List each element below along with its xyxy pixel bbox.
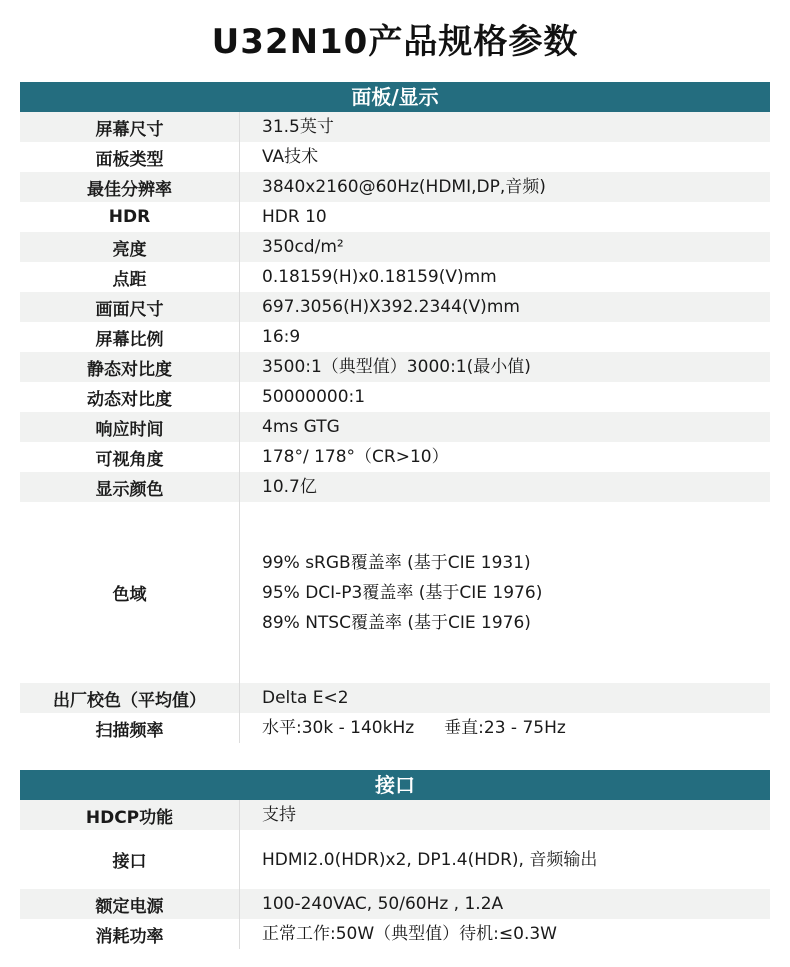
spec-value: HDR 10: [262, 207, 327, 227]
spec-label: 面板类型: [20, 142, 240, 172]
spec-row: [20, 889, 770, 919]
spec-value: 178°/ 178°（CR>10）: [262, 447, 449, 467]
spec-row: [20, 292, 770, 322]
page-title: U32N10产品规格参数: [211, 22, 579, 62]
spec-row: [20, 232, 770, 262]
spec-row: [20, 322, 770, 352]
spec-row: [20, 142, 770, 172]
spec-value: 697.3056(H)X392.2344(V)mm: [262, 297, 520, 317]
spec-label: HDCP功能: [20, 800, 240, 830]
spec-row: [20, 352, 770, 382]
spec-row: [20, 683, 770, 713]
spec-value: 垂直:23 - 75Hz: [444, 718, 566, 738]
spec-label: 显示颜色: [20, 472, 240, 502]
spec-value: 水平:30k - 140kHz: [262, 718, 415, 738]
spec-row: [20, 382, 770, 412]
spec-label: 静态对比度: [20, 352, 240, 382]
spec-label: 最佳分辨率: [20, 172, 240, 202]
spec-value: HDMI2.0(HDR)x2, DP1.4(HDR), 音频输出: [262, 849, 598, 870]
spec-label: 出厂校色（平均值）: [20, 683, 240, 713]
section-interface: [20, 770, 770, 949]
spec-label: 点距: [20, 262, 240, 292]
spec-row: [20, 830, 770, 889]
spec-value: 16:9: [262, 327, 301, 347]
spec-label: 画面尺寸: [20, 292, 240, 322]
spec-row: [20, 172, 770, 202]
spec-label: 屏幕尺寸: [20, 112, 240, 142]
spec-row: [20, 262, 770, 292]
spec-row: [20, 472, 770, 502]
spec-value: Delta E<2: [262, 688, 349, 708]
spec-label: 亮度: [20, 232, 240, 262]
spec-row: [20, 442, 770, 472]
spec-row: [20, 412, 770, 442]
spec-value: 99% sRGB覆盖率 (基于CIE 1931): [262, 552, 531, 573]
spec-label: 动态对比度: [20, 382, 240, 412]
spec-label: 色域: [20, 502, 240, 683]
spec-value: 31.5英寸: [262, 117, 334, 137]
spec-value: 支持: [262, 805, 296, 825]
spec-value: VA技术: [262, 147, 319, 167]
section-panel-display: [20, 82, 770, 743]
spec-label: 响应时间: [20, 412, 240, 442]
spec-label: 额定电源: [20, 889, 240, 919]
spec-row: [20, 800, 770, 830]
spec-label: 可视角度: [20, 442, 240, 472]
spec-row: [20, 202, 770, 232]
spec-value: 3500:1（典型值）3000:1(最小值): [262, 357, 531, 377]
section-header: 接口: [20, 770, 770, 800]
spec-value: 89% NTSC覆盖率 (基于CIE 1976): [262, 612, 531, 633]
spec-value: 0.18159(H)x0.18159(V)mm: [262, 267, 497, 287]
spec-value: 95% DCI-P3覆盖率 (基于CIE 1976): [262, 582, 543, 603]
spec-label: 扫描频率: [20, 713, 240, 743]
spec-value: 50000000:1: [262, 387, 366, 407]
spec-value: 正常工作:50W（典型值）待机:≤0.3W: [262, 924, 557, 944]
section-header: 面板/显示: [20, 82, 770, 112]
spec-label: 屏幕比例: [20, 322, 240, 352]
spec-label: 消耗功率: [20, 919, 240, 949]
spec-value: 350cd/m²: [262, 237, 344, 257]
spec-label: HDR: [20, 202, 240, 232]
spec-value: 10.7亿: [262, 477, 317, 497]
spec-value: 4ms GTG: [262, 417, 340, 437]
spec-value: 3840x2160@60Hz(HDMI,DP,音频): [262, 177, 546, 197]
spec-value: 100-240VAC, 50/60Hz , 1.2A: [262, 894, 504, 914]
spec-row: [20, 919, 770, 949]
spec-row: [20, 713, 770, 743]
spec-row: [20, 502, 770, 683]
spec-row: [20, 112, 770, 142]
spec-label: 接口: [20, 830, 240, 889]
